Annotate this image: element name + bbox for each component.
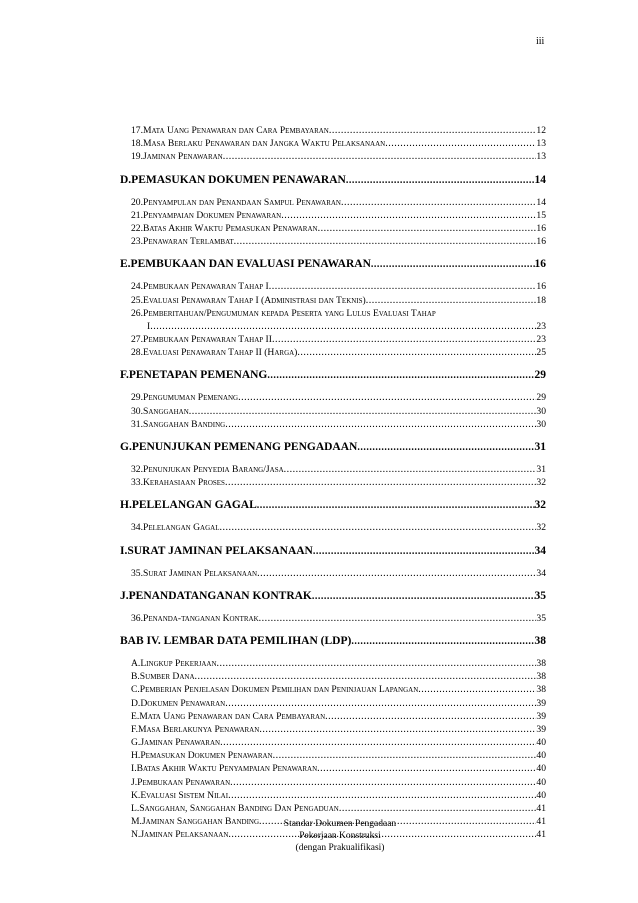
toc-entry[interactable] (120, 802, 546, 815)
dot-leader (281, 209, 536, 222)
toc-entry-page: 38 (536, 657, 546, 669)
toc-entry[interactable] (120, 222, 546, 235)
toc-entry-title: 17.Mata Uang Penawaran dan Cara Pembayaran (131, 125, 329, 136)
toc-entry-title: 21.Penyampaian Dokumen Penawaran (131, 209, 282, 221)
toc-entry-page: 25 (536, 347, 546, 359)
toc-section-heading[interactable] (120, 586, 546, 606)
toc-entry-page: 39 (536, 723, 546, 735)
toc-entry[interactable] (120, 320, 546, 333)
toc-entry[interactable] (120, 235, 546, 248)
dot-leader (272, 333, 536, 346)
toc-entry-title: 30.Sanggahan (131, 405, 189, 417)
toc-entry[interactable] (120, 749, 546, 762)
dot-leader (230, 776, 536, 789)
toc-entry[interactable] (120, 567, 546, 580)
dot-leader (273, 749, 537, 762)
dot-leader (220, 736, 536, 749)
toc-entry[interactable] (120, 670, 546, 683)
toc-entry[interactable] (120, 209, 546, 222)
toc-entry-page: 18 (536, 294, 546, 306)
toc-entry-title: 20.Penyampulan dan Penandaan Sampul Penawaran (131, 196, 341, 208)
toc-entry[interactable] (120, 776, 546, 789)
footer (220, 818, 460, 854)
toc-entry[interactable] (120, 476, 546, 489)
toc-entry[interactable] (120, 736, 546, 749)
toc-entry[interactable] (120, 346, 546, 359)
toc-entry-page: 23 (536, 334, 546, 346)
dot-leader (341, 196, 536, 209)
toc-section-heading[interactable] (120, 495, 546, 515)
toc-entry-page: 13 (536, 151, 546, 163)
toc-entry-page: 39 (536, 697, 546, 709)
toc-section-heading[interactable] (120, 170, 546, 190)
footer-line-3: (dengan Prakualifikasi) (295, 843, 385, 853)
toc-entry-page: 41 (536, 829, 546, 841)
toc-entry-page: 34 (536, 567, 546, 579)
toc-entry-title: G.Jaminan Penawaran (131, 737, 221, 749)
dot-leader (366, 294, 537, 307)
toc-entry-page: 38 (534, 634, 546, 647)
toc-entry[interactable] (120, 723, 546, 736)
dot-leader (217, 657, 537, 670)
toc-entry-title: 32.Penunjukan Penyedia Barang/Jasa (131, 464, 284, 475)
toc-entry[interactable] (120, 280, 546, 293)
toc-entry-page: 40 (536, 763, 546, 775)
dot-leader (371, 255, 535, 274)
dot-leader (257, 496, 535, 515)
toc-entry[interactable] (120, 521, 546, 534)
toc-entry-title: K.Evaluasi Sistem Nilai (131, 789, 229, 801)
toc-section-heading[interactable] (120, 541, 546, 561)
toc-entry-page: 15 (536, 209, 546, 221)
toc-entry-page: 40 (536, 737, 546, 749)
toc-entry[interactable] (120, 683, 546, 696)
toc-entry-page: 14 (534, 173, 546, 186)
toc-entry[interactable] (120, 463, 546, 476)
table-of-contents (120, 124, 546, 842)
toc-entry-title: 36.Penanda-tanganan Kontrak (131, 612, 259, 624)
toc-entry-title: BAB IV. LEMBAR DATA PEMILIHAN (LDP) (120, 634, 352, 647)
toc-entry-title: 22.Batas Akhir Waktu Pemasukan Penawaran (131, 222, 318, 234)
toc-entry-title: A.Lingkup Pekerjaan (131, 657, 217, 669)
dot-leader (385, 137, 536, 150)
toc-entry-title: 24.Pembukaan Penawaran Tahap I (131, 281, 269, 293)
dot-leader (357, 438, 534, 457)
toc-entry[interactable] (120, 762, 546, 775)
toc-entry[interactable] (120, 710, 546, 723)
toc-entry-title: H.PELELANGAN GAGAL (120, 499, 257, 512)
dot-leader (317, 762, 536, 775)
toc-entry-title: 19.Jaminan Penawaran (131, 151, 223, 163)
dot-leader (257, 567, 536, 580)
toc-entry-page: 16 (536, 236, 546, 248)
toc-section-heading[interactable] (120, 254, 546, 274)
toc-entry[interactable] (120, 137, 546, 150)
toc-entry-page: 39 (536, 710, 546, 722)
dot-leader (297, 346, 536, 359)
toc-entry-page: 16 (536, 281, 546, 293)
toc-entry-title: 35.Surat Jaminan Pelaksanaan (131, 567, 258, 579)
toc-entry-title: C.Pemberian Penjelasan Dokumen Pemilihan dan Peninjauan Lapangan (131, 684, 419, 696)
toc-entry-page: 32 (536, 477, 546, 489)
toc-entry[interactable] (120, 657, 546, 670)
toc-entry[interactable] (120, 294, 546, 307)
toc-entry-page: 23 (536, 320, 546, 332)
dot-leader (284, 463, 537, 476)
toc-entry-page: 32 (534, 499, 546, 512)
toc-entry-page: 30 (536, 418, 546, 430)
toc-entry-title: E.PEMBUKAAN DAN EVALUASI PENAWARAN (120, 258, 371, 271)
toc-entry[interactable] (120, 333, 546, 346)
toc-entry[interactable] (120, 789, 546, 802)
toc-entry-page: 12 (536, 125, 546, 136)
toc-entry[interactable] (120, 405, 546, 418)
toc-entry-page: 41 (536, 803, 546, 814)
toc-entry-title: I.SURAT JAMINAN PELAKSANAAN (120, 544, 313, 557)
toc-entry-page: 32 (536, 522, 546, 534)
dot-leader (223, 150, 537, 163)
dot-leader (318, 222, 537, 235)
toc-entry-page: 38 (536, 671, 546, 683)
toc-entry-title: G.PENUNJUKAN PEMENANG PENGADAAN (120, 441, 358, 453)
toc-section-heading[interactable] (120, 365, 546, 385)
dot-leader (234, 235, 537, 248)
toc-entry-page: 30 (536, 405, 546, 417)
toc-entry-page: 29 (536, 392, 546, 404)
toc-entry-title: F.PENETAPAN PEMENANG (120, 369, 268, 382)
dot-leader (269, 280, 537, 293)
footer-line-2: Pekerjaan Konstruksi (299, 831, 381, 841)
toc-entry-page: 34 (534, 544, 546, 557)
toc-entry-page: 40 (536, 789, 546, 801)
dot-leader (339, 802, 537, 815)
toc-entry-title: D.Dokumen Penawaran (131, 697, 226, 709)
toc-entry-page: 16 (536, 222, 546, 234)
dot-leader (267, 366, 534, 385)
toc-entry-title: 23.Penawaran Terlambat (131, 236, 234, 248)
toc-entry-page: 41 (536, 816, 546, 828)
toc-entry[interactable] (120, 150, 546, 163)
toc-entry-page: 14 (536, 196, 546, 208)
toc-entry-page: 29 (534, 369, 546, 382)
toc-entry-title: F.Masa Berlakunya Penawaran (131, 723, 260, 735)
toc-entry-title: J.PENANDATANGANAN KONTRAK (120, 589, 312, 602)
dot-leader (225, 418, 536, 431)
dot-leader (150, 320, 536, 333)
dot-leader (195, 670, 537, 683)
toc-entry[interactable] (120, 612, 546, 625)
toc-entry-title: D.PEMASUKAN DOKUMEN PENAWARAN (120, 173, 346, 186)
dot-leader (312, 587, 535, 606)
dot-leader (238, 391, 536, 404)
dot-leader (346, 171, 535, 190)
dot-leader (225, 697, 536, 710)
toc-entry-page: 13 (536, 138, 546, 150)
toc-entry[interactable] (120, 418, 546, 431)
toc-entry[interactable] (120, 697, 546, 710)
toc-entry-title: N.Jaminan Pelaksanaan (131, 829, 229, 841)
toc-entry-line-1[interactable]: 26.Pemberitahuan/Pengumuman kepada Peserta yang Lulus Evaluasi Tahap (131, 307, 436, 319)
dot-leader (259, 612, 537, 625)
toc-entry[interactable] (120, 391, 546, 404)
toc-entry-page: 31 (534, 441, 546, 453)
toc-entry[interactable] (120, 124, 546, 137)
toc-section-heading[interactable] (120, 631, 546, 651)
toc-entry-title: J.Pembukaan Penawaran (131, 776, 231, 788)
toc-entry-title: L.Sanggahan, Sanggahan Banding Dan Pengaduan (131, 803, 339, 814)
toc-entry-page: 31 (536, 464, 546, 475)
dot-leader (259, 723, 536, 736)
toc-entry-title: 31.Sanggahan Banding (131, 418, 226, 430)
toc-entry-title: 25.Evaluasi Penawaran Tahap I (Administrasi dan Teknis) (131, 294, 366, 306)
dot-leader (329, 124, 537, 137)
toc-entry-page: 16 (534, 258, 546, 271)
dot-leader (325, 710, 536, 723)
footer-line-1: Standar Dokumen Pengadaan (283, 819, 397, 829)
toc-entry-title: 34.Pelelangan Gagal (131, 522, 220, 534)
toc-entry-page: 35 (534, 589, 546, 602)
toc-entry-page: 40 (536, 750, 546, 762)
dot-leader (225, 476, 536, 489)
toc-entry-title: I.Batas Akhir Waktu Penyampaian Penawaran (131, 763, 318, 775)
toc-entry-title: 29.Pengumuman Pemenang (131, 392, 239, 404)
toc-entry-title: 28.Evaluasi Penawaran Tahap II (Harga) (131, 347, 298, 359)
toc-entry-title: 27.Pembukaan Penawaran Tahap II (131, 334, 272, 346)
toc-section-heading[interactable] (120, 437, 546, 457)
toc-entry-title: I (147, 320, 151, 332)
dot-leader (189, 405, 537, 418)
dot-leader (228, 789, 536, 802)
dot-leader (313, 542, 535, 561)
toc-entry-title: M.Jaminan Sanggahan Banding (131, 816, 260, 828)
toc-entry-page: 35 (536, 612, 546, 624)
dot-leader (418, 683, 536, 696)
toc-entry-title: H.Pemasukan Dokumen Penawaran (131, 750, 273, 762)
toc-entry-page: 40 (536, 776, 546, 788)
dot-leader (351, 632, 534, 651)
dot-leader (219, 521, 536, 534)
toc-entry[interactable] (120, 196, 546, 209)
toc-entry-page: 38 (536, 684, 546, 696)
page-number: iii (536, 36, 545, 47)
toc-entry-title: 33.Kerahasiaan Proses (131, 477, 225, 489)
toc-entry-title: B.Sumber Dana (131, 671, 195, 683)
toc-entry-title: 18.Masa Berlaku Penawaran dan Jangka Waktu Pelaksanaan (131, 138, 386, 150)
toc-entry-title: E.Mata Uang Penawaran dan Cara Pembayaran (131, 710, 326, 722)
